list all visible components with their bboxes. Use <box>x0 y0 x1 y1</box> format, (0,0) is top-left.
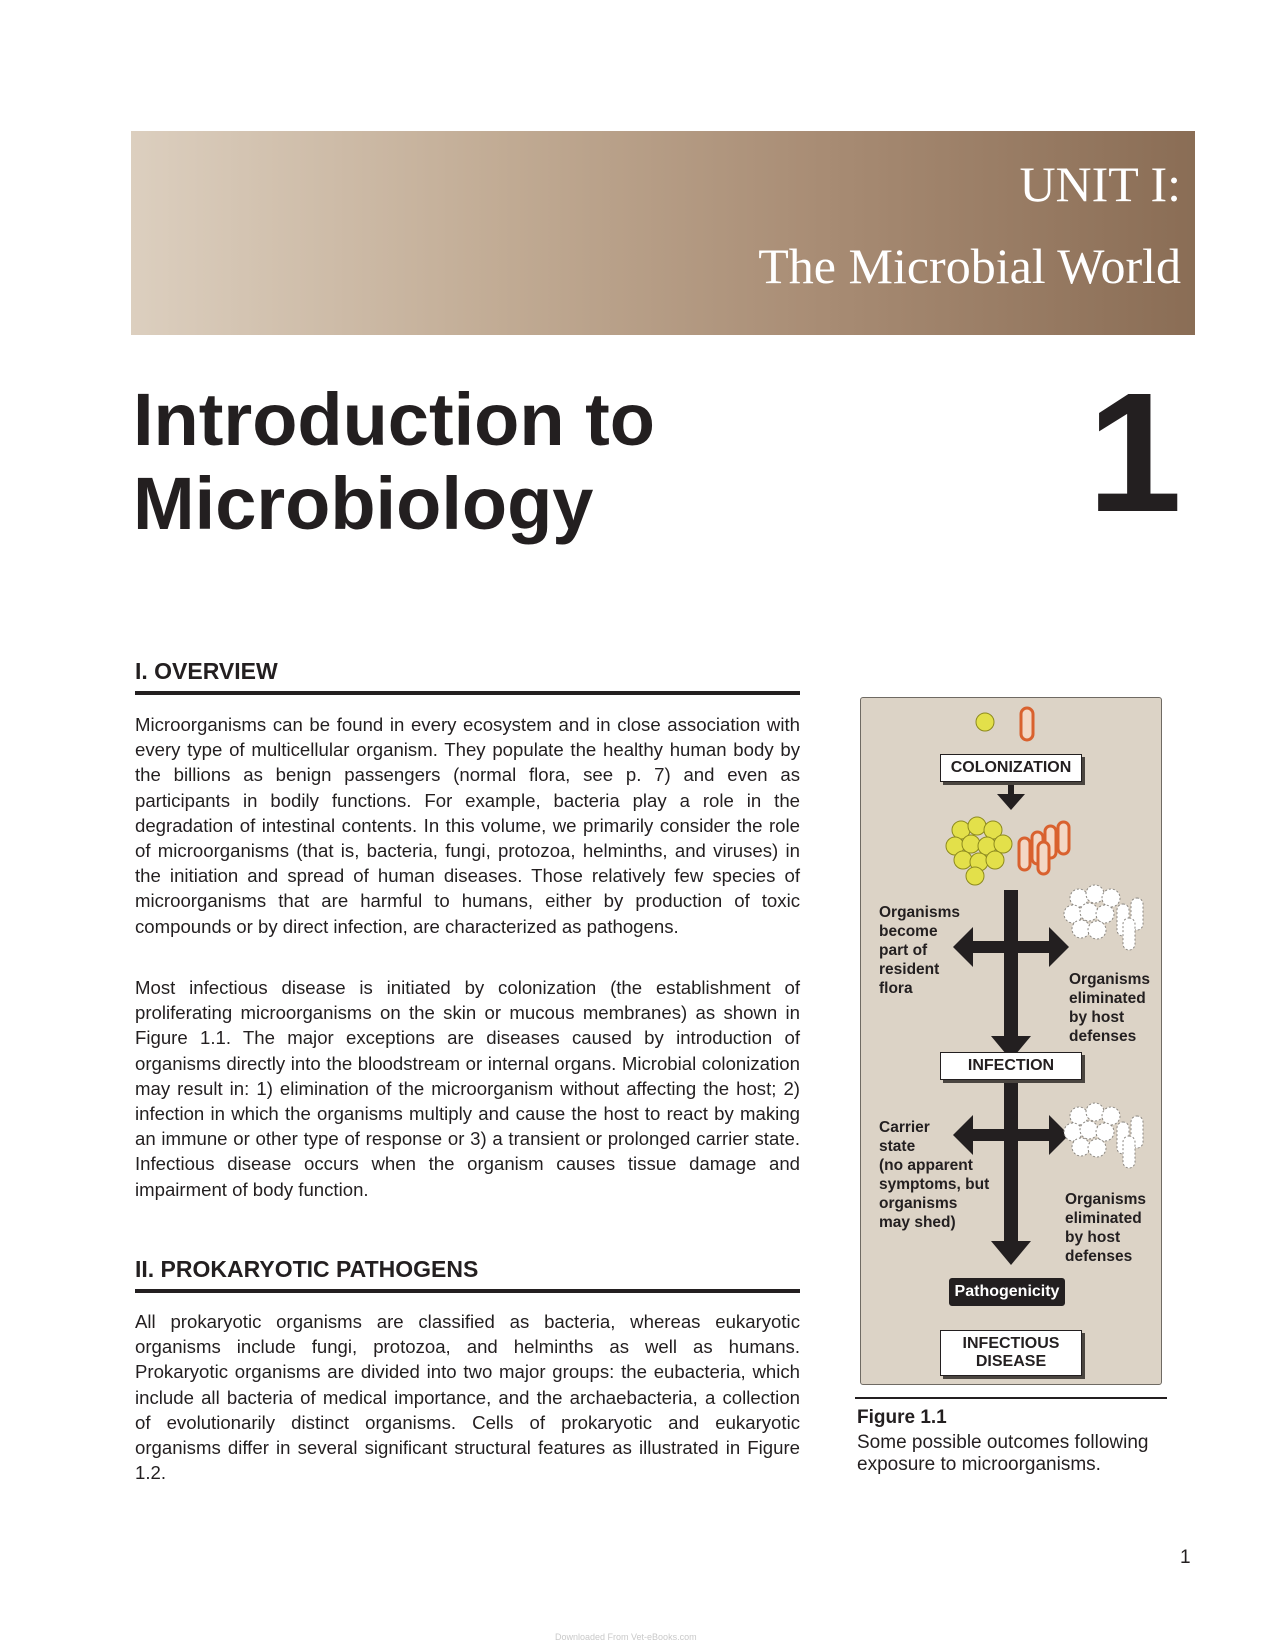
figure-label: Figure 1.1 <box>857 1407 947 1428</box>
infection-box: INFECTION <box>940 1052 1082 1080</box>
watermark: Downloaded From Vet-eBooks.com <box>555 1632 697 1642</box>
resident-flora-label: Organisms become part of resident flora <box>879 904 960 997</box>
eliminated-label-2: Organisms eliminated by host defenses <box>1065 1191 1146 1265</box>
chapter-title: Introduction to Microbiology <box>133 378 655 545</box>
section-heading-prokaryotic: II. PROKARYOTIC PATHOGENS <box>135 1256 800 1293</box>
unit-banner <box>131 131 1195 335</box>
figure-divider <box>855 1397 1167 1399</box>
overview-paragraph-1: Microorganisms can be found in every ecosystem and in close association with every type of multicellular organism. They populate the healthy human body by the billions as benign passengers (normal flora, see p. 7) and even as participants in bodily functions. For example, bacteria play a role in the degradation of intestinal contents. In this volume, we primarily consider the role of microorganisms (that is, bacteria, fungi, protozoa, helminths, and viruses) in the initiation and spread of human diseases. Those relatively few species of microorganisms that are harmful to humans, either by production of toxic compounds or by direct infection, are characterized as pathogens. <box>135 714 800 937</box>
prokaryotic-paragraph: All prokaryotic organisms are classified as bacteria, whereas eukaryotic organisms include fungi, protozoa, and helminths as well as humans. Prokaryotic organisms are divided into two major groups: the eubacteria, which include all bacteria of medical importance, and the archaebacteria, a collection of evolutionarily distinct organisms. Cells of prokaryotic and eukaryotic organisms differ in several significant structural features as illustrated in Figure 1.2. <box>135 1311 800 1484</box>
chapter-number: 1 <box>1087 358 1182 548</box>
infectious-disease-box: INFECTIOUS DISEASE <box>940 1330 1082 1376</box>
coccus-icon <box>976 713 994 731</box>
overview-paragraph-2: Most infectious disease is initiated by colonization (the establishment of proliferating microorganisms on the skin or mucous membranes) as shown in Figure 1.1. The major exceptions are diseases caused by introduction of organisms directly into the bloodstream or internal organs. Microbial colonization may result in: 1) elimination of the microorganism without affecting the host; 2) infection in which the organisms multiply and cause the host to react by making an immune or other type of response or 3) a transient or prolonged carrier state. Infectious disease occurs when the organism causes tissue damage and impairment of body function. <box>135 977 800 1200</box>
coccus-cluster-icon <box>946 817 1012 885</box>
carrier-state-label: Carrier state (no apparent symptoms, but organisms may shed) <box>879 1119 990 1231</box>
eliminated-organisms-icon <box>1064 885 1143 950</box>
pathogenicity-box: Pathogenicity <box>949 1278 1065 1306</box>
arrow-down-icon <box>997 794 1025 810</box>
figure-1-1-diagram <box>860 697 1162 1385</box>
unit-subtitle: The Microbial World <box>758 238 1181 294</box>
colonization-box: COLONIZATION <box>940 754 1082 782</box>
eliminated-organisms-icon <box>1064 1103 1143 1168</box>
figure-caption: Some possible outcomes following exposure to microorganisms. <box>857 1432 1149 1475</box>
eliminated-label-1: Organisms eliminated by host defenses <box>1069 971 1150 1045</box>
page-number: 1 <box>1180 1547 1191 1568</box>
bacillus-icon <box>1021 708 1033 740</box>
section-heading-overview: I. OVERVIEW <box>135 658 800 695</box>
unit-label: UNIT I: <box>1019 156 1181 212</box>
bacillus-cluster-icon <box>1019 822 1069 874</box>
branch-arrow-icon <box>953 890 1069 1060</box>
